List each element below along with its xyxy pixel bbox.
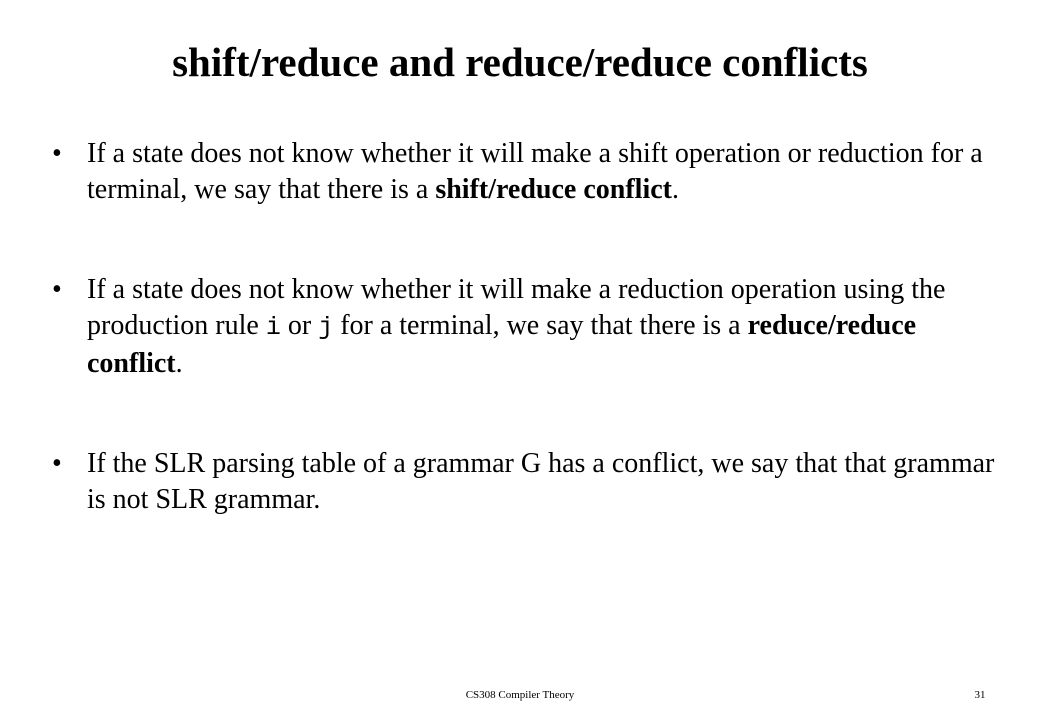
bullet-item-slr-grammar (52, 446, 1012, 518)
bullet-text: If the SLR parsing table of a grammar G has a conflict, we say that that grammar is not SLR grammar. (87, 448, 995, 515)
slide-title: shift/reduce and reduce/reduce conflicts (172, 39, 868, 85)
bullet-icon: • (52, 274, 62, 305)
code-rule-i: i (265, 313, 281, 342)
bullet-text-end: . (672, 174, 679, 205)
bullet-text-middle: for a terminal, we say that there is a (333, 310, 748, 341)
bullet-icon: • (52, 138, 62, 169)
bullet-icon: • (52, 448, 62, 479)
bullet-item-shift-reduce (52, 136, 1012, 208)
code-rule-j: j (318, 313, 334, 342)
bold-term-shift-reduce: shift/reduce conflict (435, 174, 672, 205)
bold-term-reduce-reduce: reduce/reduce conflict (87, 310, 917, 379)
bullet-text: If a state does not know whether it will make a reduction operation using the production rule (87, 274, 946, 341)
bullet-item-reduce-reduce (52, 272, 1012, 382)
bullet-text: If a state does not know whether it will make a shift operation or reduction for a terminal, we say that there is a (87, 138, 983, 205)
page-number: 31 (974, 689, 986, 701)
bullet-list (52, 136, 1012, 518)
bullet-text-or: or (280, 310, 319, 341)
footer-course-title: CS308 Compiler Theory (465, 689, 575, 701)
bullet-text-end: . (175, 348, 183, 379)
